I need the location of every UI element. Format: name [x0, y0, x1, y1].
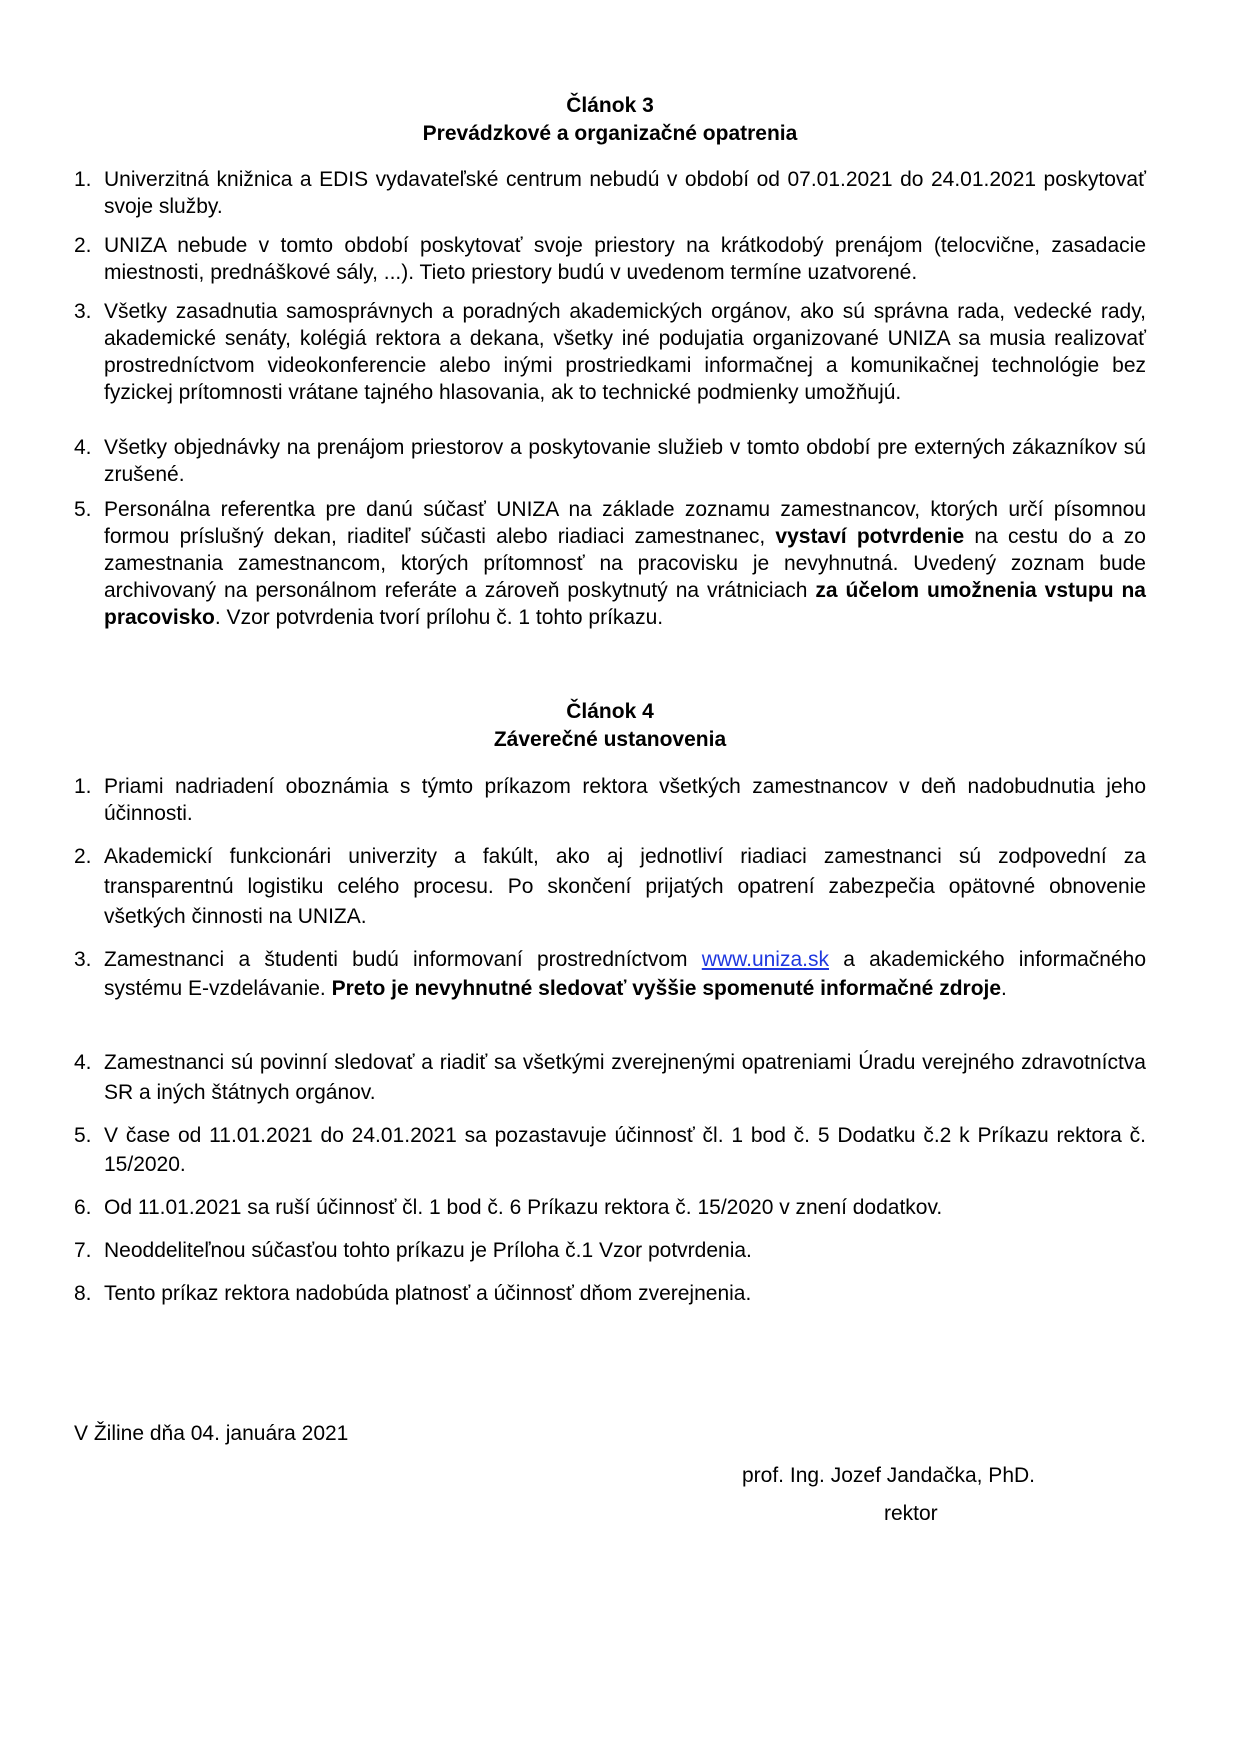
item-text-part-1: Zamestnanci a študenti budú informovaní prostredníctvom: [104, 948, 702, 971]
item-text-part-1: Personálna referentka pre danú súčasť UNIZA na základe zoznamu zamestnancov, ktorých určí písomnou formou príslušný dekan, riaditeľ súčasti alebo riadiaci zamestnanec,: [104, 498, 1146, 548]
article-3-item-1: [74, 166, 1146, 220]
item-text: Od 11.01.2021 sa ruší účinnosť čl. 1 bod č. 6 Príkazu rektora č. 15/2020 v znení dodatkov.: [104, 1196, 943, 1219]
article-4-item-1: [74, 773, 1146, 827]
article-4-number: Článok 4: [566, 700, 654, 723]
article-4-item-5: [74, 1121, 1146, 1179]
item-number: 3.: [74, 948, 92, 971]
article-3-heading: [74, 92, 1146, 148]
item-text: Zamestnanci sú povinní sledovať a riadiť sa všetkými zverejnenými opatreniami Úradu verejného zdravotníctva SR a iných štátnych orgánov.: [104, 1051, 1146, 1104]
item-number: 7.: [74, 1239, 92, 1262]
item-number: 1.: [74, 775, 92, 798]
item-number: 3.: [74, 300, 92, 323]
article-4-heading: [74, 698, 1146, 754]
item-number: 2.: [74, 234, 92, 257]
item-text: Tento príkaz rektora nadobúda platnosť a účinnosť dňom zverejnenia.: [104, 1282, 752, 1305]
item-number: 2.: [74, 845, 92, 868]
item-text: Neoddeliteľnou súčasťou tohto príkazu je Príloha č.1 Vzor potvrdenia.: [104, 1239, 752, 1262]
article-4-item-4: [74, 1048, 1146, 1108]
uniza-website-link[interactable]: www.uniza.sk: [701, 948, 829, 971]
item-text-part-3: .: [1001, 977, 1007, 1000]
item-number: 5.: [74, 1124, 92, 1147]
article-4-item-8: [74, 1280, 1146, 1307]
article-3-item-3: [74, 298, 1146, 406]
item-number: 4.: [74, 1051, 92, 1074]
item-text: UNIZA nebude v tomto období poskytovať svoje priestory na krátkodobý prenájom (telocvične, zasadacie miestnosti, prednáškové sály, ...). Tieto priestory budú v uvedenom termíne uzatvorené.: [104, 234, 1146, 284]
article-3-item-4: [74, 434, 1146, 488]
item-text: Akademickí funkcionári univerzity a fakúlt, ako aj jednotliví riadiaci zamestnanci sú zodpovední za transparentnú logistiku celého procesu. Po skončení prijatých opatrení zabezpečia opätovné obnovenie všetkých činnosti na UNIZA.: [104, 845, 1146, 928]
article-4-item-7: [74, 1237, 1146, 1264]
item-number: 1.: [74, 168, 92, 191]
item-number: 8.: [74, 1282, 92, 1305]
item-number: 6.: [74, 1196, 92, 1219]
item-text: Všetky zasadnutia samosprávnych a poradných akademických orgánov, ako sú správna rada, vedecké rady, akademické senáty, kolégiá rektora a dekana, všetky iné podujatia organizované UNIZA sa musia realizovať prostredníctvom videokonferencie alebo inými prostriedkami informačnej a komunikačnej technológie bez fyzickej prítomnosti vrátane tajného hlasovania, ak to technické podmienky umožňujú.: [104, 300, 1146, 404]
item-text: Priami nadriadení oboznámia s týmto príkazom rektora všetkých zamestnancov v deň nadobudnutia jeho účinnosti.: [104, 775, 1146, 825]
item-text: V čase od 11.01.2021 do 24.01.2021 sa pozastavuje účinnosť čl. 1 bod č. 5 Dodatku č.2 k Príkazu rektora č. 15/2020.: [104, 1124, 1146, 1176]
item-number: 5.: [74, 498, 92, 521]
signatory-role: rektor: [884, 1502, 938, 1525]
item-text-part-2: a akademického informačného systému E-vzdelávanie.: [104, 948, 1146, 1000]
article-4-item-3: [74, 945, 1146, 1003]
item-text-bold-2: za účelom umožnenia vstupu na pracovisko: [104, 579, 1146, 629]
article-3-item-2: [74, 232, 1146, 286]
article-3-title: Prevádzkové a organizačné opatrenia: [422, 122, 798, 145]
article-3-number: Článok 3: [566, 94, 654, 117]
article-3-item-5: [74, 496, 1146, 631]
signatory-name: prof. Ing. Jozef Jandačka, PhD.: [742, 1464, 1035, 1487]
article-4-item-6: [74, 1194, 1146, 1221]
article-4-item-2: [74, 842, 1146, 932]
item-text: Všetky objednávky na prenájom priestorov a poskytovanie služieb v tomto období pre externých zákazníkov sú zrušené.: [104, 436, 1146, 486]
article-4-title: Záverečné ustanovenia: [493, 728, 727, 751]
item-text-bold-1: vystaví potvrdenie: [775, 525, 965, 548]
place-and-date: V Žiline dňa 04. januára 2021: [74, 1422, 349, 1445]
item-text: Univerzitná knižnica a EDIS vydavateľské centrum nebudú v období od 07.01.2021 do 24.01.2021 poskytovať svoje služby.: [104, 168, 1146, 218]
item-text-part-3: . Vzor potvrdenia tvorí prílohu č. 1 tohto príkazu.: [214, 606, 664, 629]
item-text-bold-1: Preto je nevyhnutné sledovať vyššie spomenuté informačné zdroje: [331, 977, 1002, 1000]
item-text-part-2: na cestu do a zo zamestnania zamestnancom, ktorých prítomnosť na pracovisku je nevyhnutná. Uvedený zoznam bude archivovaný na personálnom referáte a zároveň poskytnutý na vrátniciach: [104, 525, 1146, 602]
item-number: 4.: [74, 436, 92, 459]
